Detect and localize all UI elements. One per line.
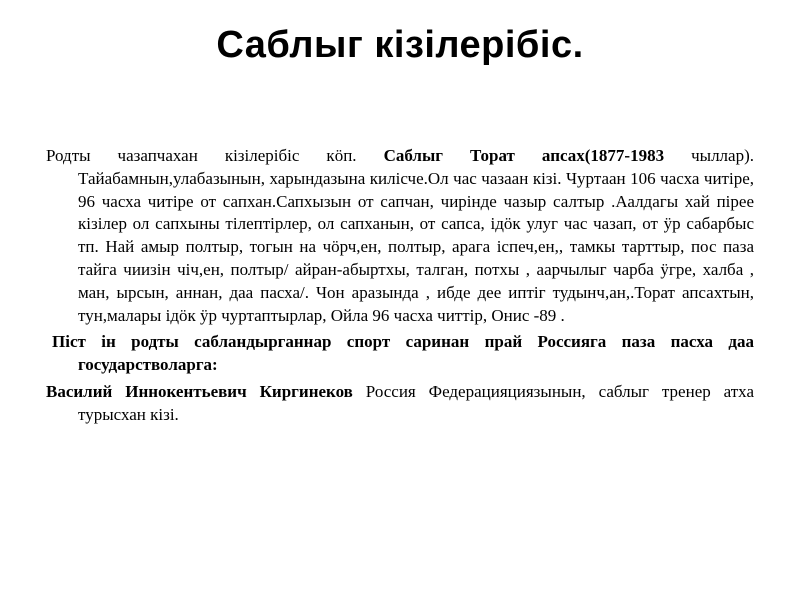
paragraph-bold-text: Василий Иннокентьевич Киргинеков (46, 381, 353, 401)
paragraph-sport-heading (46, 331, 754, 377)
paragraph-text: Родты чазапчахан кізілерібіс кӧп. (46, 146, 384, 165)
paragraph-kirginekov (46, 381, 754, 427)
slide-title: Саблыг кізілерібіс. (216, 24, 584, 66)
paragraph-text: чыллар). Тайабамнын,улабазынын, харындазына килісче.Ол час чазаан кізі. Чуртаан 106 часха читіре, 96 часха читіре от сапхан.Сапхызын от сапчан, чирінде чазыр салтыр .Аалдагы хай пірее кізілер ол сапхыны тілептірлер, ол сапханын, от сапса, ідӧк улуг час чазап, от ӱр сабарбыс тп. Най амыр полтыр, тогын на чӧрч,ен, полтыр, арага іспеч,ен,, тамкы тарттыр, пос паза тайга чиизін чіч,ен, полтыр/ айран-абыртхы, талган, потхы , аарчылыг чарба ӱгре, халба , ман, ырсын, аннан, даа пасха/. Чон аразында , ибде дее иптіг тудынч,ан,.Торат апсахтын, тун,малары ідӧк ӱр чуртаптырлар, Ойла 96 часха читтір, Онис -89 . (78, 146, 754, 325)
paragraph-bold-text: Пiст iн родты сабландырганнар спорт саринан прай Россияга паза пасха даа государстволарга: (52, 332, 754, 375)
slide-body (46, 145, 754, 427)
paragraph-torat-apsakh (46, 145, 754, 327)
paragraph-text: Россия Федерацияциязынын, саблыг тренер атха турысхан кізі. (78, 381, 755, 424)
paragraph-bold-text: Саблыг Торат апсах(1877-1983 (383, 146, 665, 165)
